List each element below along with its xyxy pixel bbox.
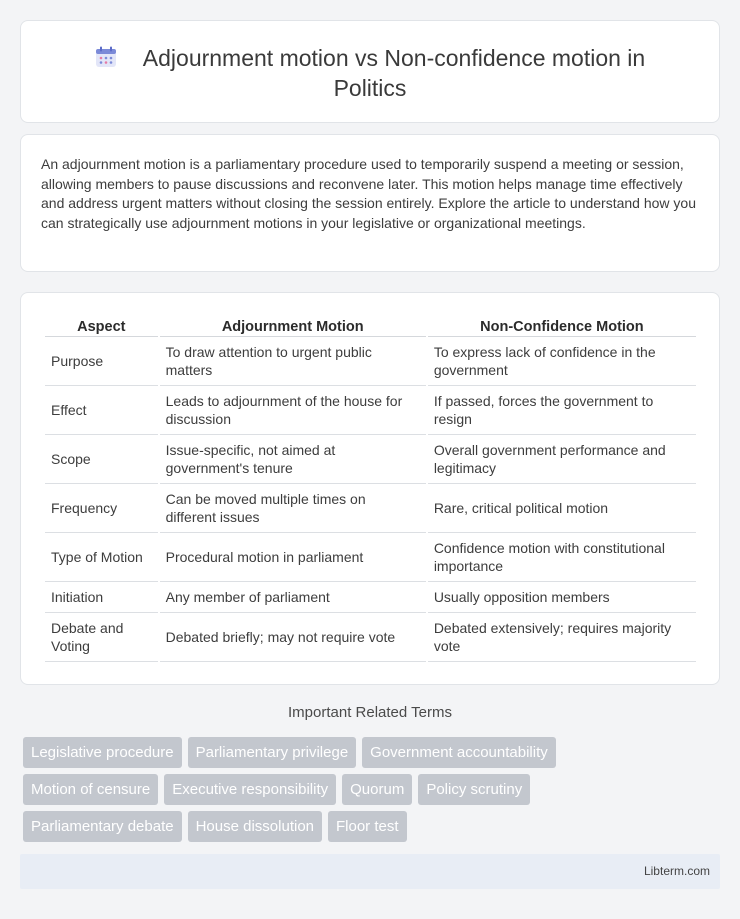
title-card [20,20,720,123]
cell-adjournment: Procedural motion in parliament [160,533,426,582]
tag-policy-scrutiny[interactable]: Policy scrutiny [418,774,530,805]
tag-parliamentary-debate[interactable]: Parliamentary debate [23,811,182,842]
related-terms-heading: Important Related Terms [288,704,452,721]
tag-government-accountability[interactable]: Government accountability [362,737,556,768]
table-row [45,533,696,582]
cell-non-confidence: To express lack of confidence in the government [428,337,696,386]
page-title-text: Adjournment motion vs Non-confidence motion in Politics [142,45,646,101]
table-row [45,435,696,484]
cell-adjournment: Leads to adjournment of the house for discussion [160,386,426,435]
header-adjournment: Adjournment Motion [160,316,426,337]
tag-row [23,811,723,842]
cell-adjournment: Any member of parliament [160,582,426,613]
header-non-confidence: Non-Confidence Motion [428,316,696,337]
cell-non-confidence: Debated extensively; requires majority vote [428,613,696,662]
cell-aspect: Scope [45,435,158,484]
tag-motion-of-censure[interactable]: Motion of censure [23,774,158,805]
calendar-icon [95,46,117,68]
cell-aspect: Type of Motion [45,533,158,582]
cell-non-confidence: Overall government performance and legitimacy [428,435,696,484]
cell-adjournment: To draw attention to urgent public matters [160,337,426,386]
comparison-card [20,292,720,685]
intro-paragraph: An adjournment motion is a parliamentary procedure used to temporarily suspend a meeting or session, allowing members to pause discussions and reconvene later. This motion helps manage time effectively and address urgent matters without closing the session entirely. Explore the article to understand how you can strategically use adjournment motions in your legislative or organizational meetings. [41,156,696,231]
cell-non-confidence: Usually opposition members [428,582,696,613]
tag-executive-responsibility[interactable]: Executive responsibility [164,774,336,805]
tag-row [23,737,723,768]
table-row [45,484,696,533]
page-title [61,43,679,103]
footer [20,854,720,889]
tag-legislative-procedure[interactable]: Legislative procedure [23,737,182,768]
intro-card [20,134,720,272]
tag-quorum[interactable]: Quorum [342,774,412,805]
tag-row [23,774,723,805]
comparison-table [43,316,698,662]
cell-aspect: Frequency [45,484,158,533]
related-terms-list [23,737,723,848]
cell-aspect: Purpose [45,337,158,386]
cell-non-confidence: If passed, forces the government to resign [428,386,696,435]
cell-adjournment: Debated briefly; may not require vote [160,613,426,662]
tag-house-dissolution[interactable]: House dissolution [188,811,322,842]
tag-parliamentary-privilege[interactable]: Parliamentary privilege [188,737,357,768]
cell-adjournment: Can be moved multiple times on different issues [160,484,426,533]
tag-floor-test[interactable]: Floor test [328,811,407,842]
cell-aspect: Debate and Voting [45,613,158,662]
table-row [45,386,696,435]
table-row [45,337,696,386]
cell-adjournment: Issue-specific, not aimed at government's tenure [160,435,426,484]
cell-aspect: Initiation [45,582,158,613]
cell-non-confidence: Rare, critical political motion [428,484,696,533]
table-header-row [45,316,696,337]
table-row [45,613,696,662]
table-row [45,582,696,613]
footer-site-link[interactable]: Libterm.com [643,864,710,878]
cell-non-confidence: Confidence motion with constitutional importance [428,533,696,582]
cell-aspect: Effect [45,386,158,435]
header-aspect: Aspect [45,316,158,337]
